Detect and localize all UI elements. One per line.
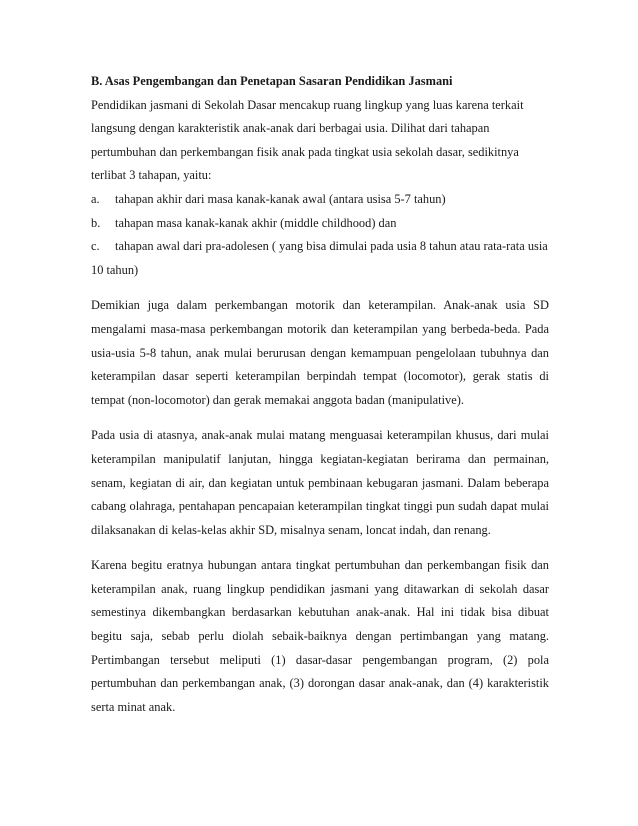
paragraph-gap <box>91 412 549 424</box>
section-heading: B. Asas Pengembangan dan Penetapan Sasaran Pendidikan Jasmani <box>91 74 453 88</box>
paragraph-gap <box>91 542 549 554</box>
body-paragraph-motorik: Demikian juga dalam perkembangan motorik dan keterampilan. Anak-anak usia SD mengalami masa-masa perkembangan motorik dan keterampilan yang berbeda-beda. Pada usia-usia 5-8 tahun, anak mulai berurusan dengan kemampuan pengelolaan tubuhnya dan keterampilan dasar seperti keterampilan berpindah tempat (locomotor), gerak statis di tempat (non-locomotor) dan gerak memakai anggota badan (manipulative). <box>91 298 549 407</box>
list-item-text: tahapan akhir dari masa kanak-kanak awal (antara usisa 5-7 tahun) <box>115 191 446 206</box>
stages-list <box>91 188 549 282</box>
list-item <box>91 188 549 212</box>
document-page <box>91 70 549 719</box>
list-item-text: tahapan awal dari pra-adolesen ( yang bisa dimulai pada usia 8 tahun atau rata-rata usia 10 tahun) <box>91 239 548 277</box>
body-paragraph-keterampilan: Pada usia di atasnya, anak-anak mulai matang menguasai keterampilan khusus, dari mulai keterampilan manipulatif lanjutan, hingga kegiatan-kegiatan berirama dan permainan, senam, kegiatan di air, dan kegiatan untuk pembinaan kebugaran jasmani. Dalam beberapa cabang olahraga, pentahapan pencapaian keterampilan tingkat tinggi pun sudah dapat mulai dilaksanakan di kelas-kelas akhir SD, misalnya senam, loncat indah, dan renang. <box>91 428 549 537</box>
list-item-text: tahapan masa kanak-kanak akhir (middle childhood) dan <box>115 215 397 230</box>
intro-paragraph: Pendidikan jasmani di Sekolah Dasar mencakup ruang lingkup yang luas karena terkait langsung dengan karakteristik anak-anak dari berbagai usia. Dilihat dari tahapan pertumbuhan dan perkembangan fisik anak pada tingkat usia sekolah dasar, sedikitnya terlibat 3 tahapan, yaitu: <box>91 97 524 183</box>
list-marker: a. <box>91 191 100 206</box>
list-item <box>91 235 549 282</box>
paragraph-gap <box>91 282 549 294</box>
list-marker: b. <box>91 215 101 230</box>
body-paragraph-pertimbangan: Karena begitu eratnya hubungan antara tingkat pertumbuhan dan perkembangan fisik dan keterampilan anak, ruang lingkup pendidikan jasmani yang ditawarkan di sekolah dasar semestinya dikembangkan berdasarkan kebutuhan anak-anak. Hal ini tidak bisa dibuat begitu saja, sebab perlu diolah sebaik-baiknya dengan pertimbangan yang matang. Pertimbangan tersebut meliputi (1) dasar-dasar pengembangan program, (2) pola pertumbuhan dan perkembangan anak, (3) dorongan dasar anak-anak, dan (4) karakteristik serta minat anak. <box>91 558 549 714</box>
list-item <box>91 212 549 236</box>
list-marker: c. <box>91 239 100 254</box>
